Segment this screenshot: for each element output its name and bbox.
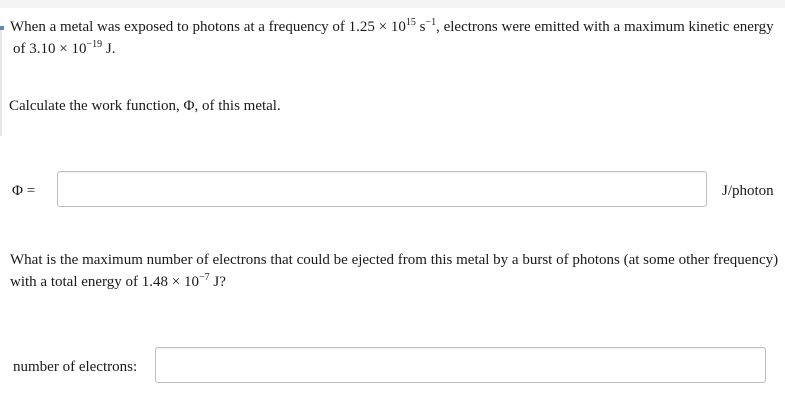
question-2-line-1: What is the maximum number of electrons that could be ejected from this metal by a burst of photons (at some other frequency)	[10, 252, 779, 268]
work-function-label: Φ =	[12, 183, 36, 199]
question-1-line-1: When a metal was exposed to photons at a frequency of $1.25 \times 10^{15}$ $s^{-1}$, electrons were emitted with a maximum kinetic energy	[10, 17, 774, 35]
question-1-text	[10, 16, 785, 60]
electron-count-label: number of electrons:	[13, 359, 138, 375]
work-function-unit: J/photon	[722, 183, 774, 199]
electron-count-input[interactable]	[155, 347, 766, 383]
instruction-text: Calculate the work function, Φ, of this metal.	[9, 98, 281, 114]
question-marker-icon	[0, 26, 4, 30]
top-bar	[0, 0, 785, 8]
question-1-line-2: of $3.10 \times 10^{-19}$ J.	[13, 39, 116, 57]
question-2-line-2: with a total energy of $1.48 \times 10^{-7}$ J?	[10, 272, 226, 290]
left-margin-line	[0, 26, 2, 136]
question-2-text	[10, 249, 785, 293]
work-function-input[interactable]	[57, 171, 707, 207]
